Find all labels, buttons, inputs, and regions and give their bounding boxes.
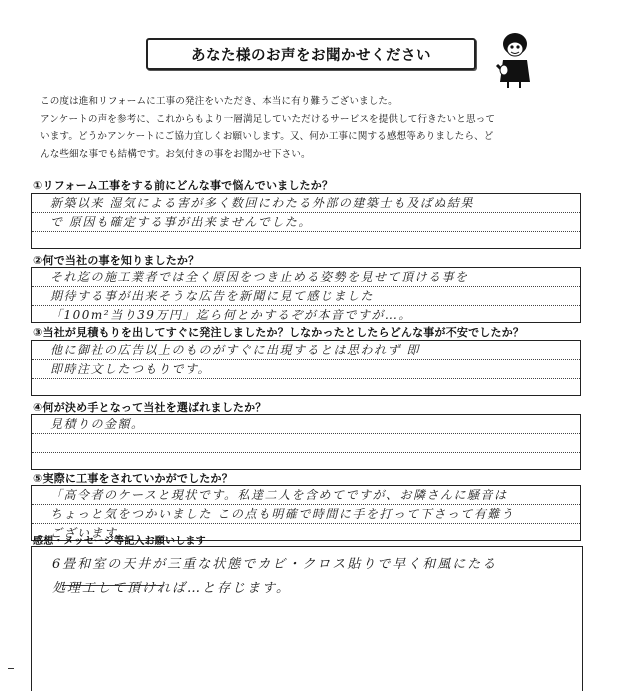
answer-line: 他に御社の広告以上のものがすぐに出現するとは思われず 即 [50, 343, 420, 357]
answer-line: 即時注文したつもりです。 [50, 362, 212, 376]
question-4-label: ④何が決め手となって当社を選ばれましたか？ [33, 401, 267, 414]
question-2-label: ②何で当社の事を知りましたか？ [33, 254, 200, 267]
answer-line: 「高令者のケースと現状です。私達二人を含めてですが、お隣さんに騒音は [50, 488, 508, 502]
scan-speck [8, 668, 14, 669]
question-3-label: ③当社が見積もりを出してすぐに発注しましたか？しなかったとしたらどんな事が不安でしたか？ [33, 326, 525, 339]
intro-line: アンケートの声を参考に、これからもより一層満足していただけるサービスを提供して行きたいと思って [40, 113, 496, 125]
answer-line: それ迄の施工業者では全く原因をつき止める姿勢を見せて頂ける事を [50, 270, 469, 284]
page-title-text: あなた様のお声をお聞かせください [191, 47, 431, 64]
mascot-with-pen-icon [494, 30, 534, 90]
question-2-answer-box[interactable] [31, 267, 581, 323]
answer-line: 「100m²当り39万円」迄ら何とかするぞが本音ですが…。 [50, 308, 412, 322]
answer-line: 期待する事が出来そうな広告を新聞に見て感じました [50, 289, 375, 303]
message-line: 6畳和室の天井が三重な状態でカビ・クロス貼りで早く和風にたる [52, 557, 498, 572]
page-title [146, 38, 476, 70]
intro-line: この度は進和リフォームに工事の発注をいただき、本当に有り難うございました。 [40, 96, 398, 107]
answer-line: 見積りの金額。 [50, 417, 145, 431]
answer-line: で 原因も確定する事が出来ませんでした。 [50, 215, 312, 229]
intro-line: います。どうかアンケートにご協力宜しくお願いします。又、何か工事に関する感想等ありましたら、ど [40, 131, 494, 142]
intro-line: んな些細な事でも結構です。お気付きの事をお聞かせ下さい。 [40, 148, 311, 160]
question-1-label: ①リフォーム工事をする前にどんな事で悩んでいましたか？ [33, 179, 334, 192]
question-4-answer-box[interactable] [31, 414, 581, 470]
question-3-answer-box[interactable] [31, 340, 581, 396]
message-line: 処理工して頂ければ…と存じます。 [52, 581, 291, 596]
question-1-answer-box[interactable] [31, 193, 581, 249]
answer-line: ちょっと気をつかいました この点も明確で時間に手を打って下さって有難う [50, 507, 515, 521]
intro-paragraph [40, 93, 600, 163]
question-5-label: ⑤実際に工事をされていかがでしたか？ [33, 472, 233, 485]
message-answer-box[interactable] [31, 546, 583, 691]
answer-line: 新築以来 湿気による害が多く数回にわたる外部の建築士も及ばぬ結果 [50, 196, 474, 210]
answer-line: ございます。 [50, 526, 131, 540]
message-label: 感想・メッセージ等記入お願いします [33, 536, 206, 547]
